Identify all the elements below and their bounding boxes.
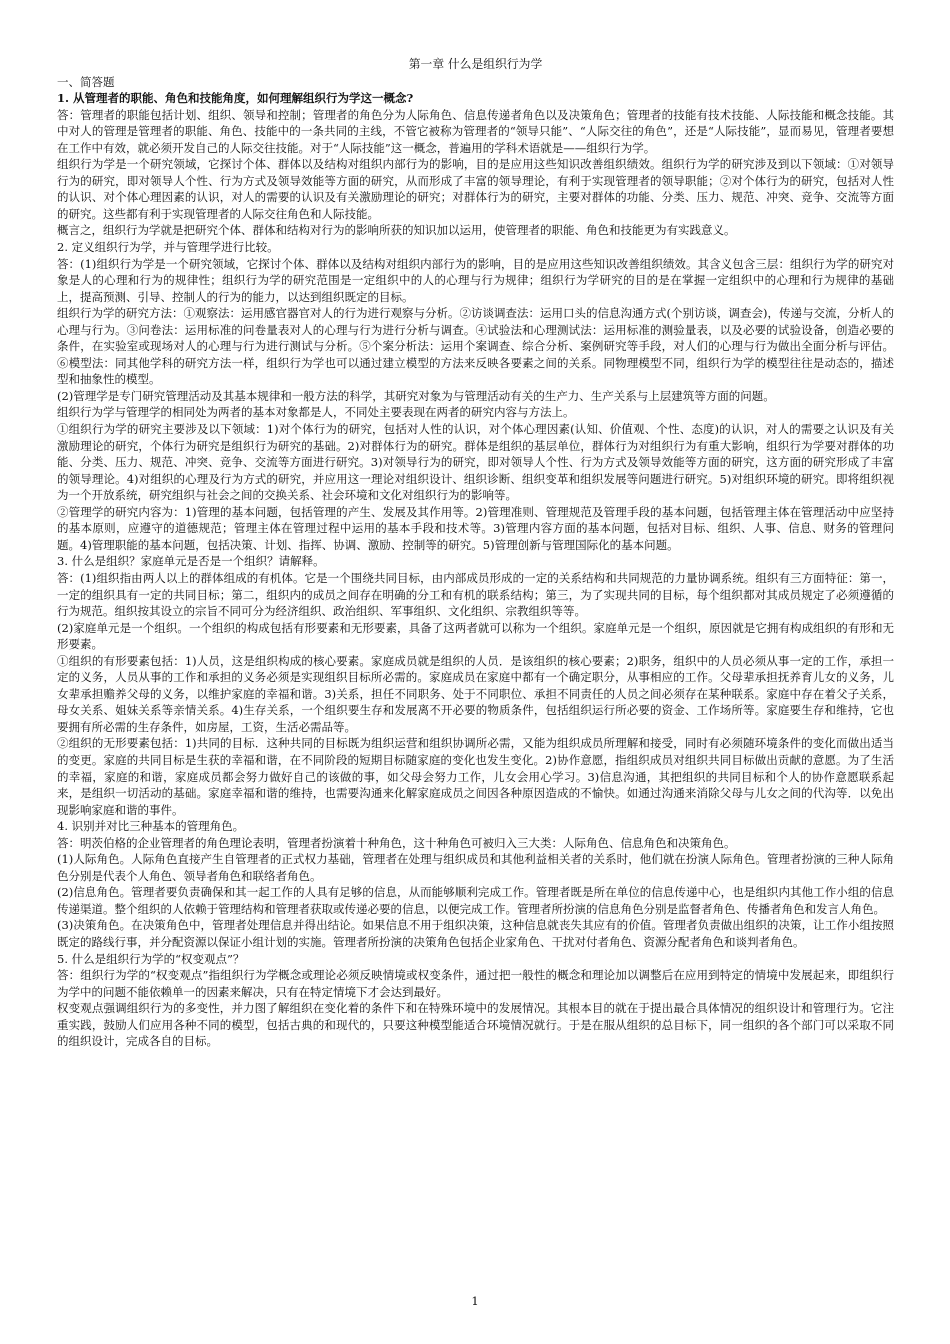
paragraph: 组织行为学的研究方法：①观察法：运用感官器官对人的行为进行观察与分析。②访谈调查法：运用口头的信息沟通方式(个别访谈，调查会)，传递与交流，分析人的心理与行为。③问卷法：运用标准的问卷量表对人的心理与行为进行分析与调查。④试验法和心理测试法：运用标准的测验量表，以及必要的试验设备，创造必要的条件，在实验室或现场对人的心理与行为进行测试与分析。⑤个案分析法：运用个案调查、综合分析、案例研究等手段，对人们的心理与行为做出全面分析与评估。⑥模型法：同其他学科的研究方法一样，组织行为学也可以通过建立模型的方法来反映各要素之间的关系。同物理模型不同，组织行为学的模型往往是动态的，描述型和抽象性的模型。 [57, 306, 894, 387]
question-3: 3. 什么是组织？家庭单元是否是一个组织？请解释。 [57, 554, 325, 569]
paragraph: 答：(1)组织行为学是一个研究领域，它探讨个体、群体以及结构对组织内部行为的影响，目的是应用这些知识改善组织绩效。其含义包含三层：组织行为学的研究对象是人的心理和行为的规律性；组织行为学的研究范围是一定组织中的人的心理与行为规律；组织行为学研究的目的是在掌握一定组织中的心理和行为规律的基础上，提高预测、引导、控制人的行为的能力，以达到组织既定的目标。 [57, 256, 894, 304]
paragraph: ②管理学的研究内容为：1)管理的基本问题，包括管理的产生、发展及其作用等。2)管理准则、管理规范及管理手段的基本问题，包括管理主体在管理活动中应坚持的基本原则，应遵守的道德规范；管理主体在管理过程中运用的基本手段和技术等。3)管理内容方面的基本问题，包括对目标、组织、人事、信息、财务的管理问题。4)管理职能的基本问题，包括决策、计划、指挥、协调、激励、控制等的研究。5)管理创新与管理国际化的基本问题。 [57, 504, 894, 552]
question-2: 2. 定义组织行为学，并与管理学进行比较。 [57, 240, 279, 255]
paragraph: 答：管理者的职能包括计划、组织、领导和控制；管理者的角色分为人际角色、信息传递者角色以及决策角色；管理者的技能有技术技能、人际技能和概念技能。其中对人的管理是管理者的职能、角色、技能中的一条共同的主线，不管它被称为管理者的“领导只能”、“人际交往的角色”，还是“人际技能”，显而易见，管理者要想在工作中有效，就必须开发自己的人际交往技能。对于“人际技能”这一概念，普遍用的学科术语就是——组织行为学。 [57, 107, 894, 155]
paragraph: (2)信息角色。管理者要负责确保和其一起工作的人具有足够的信息，从而能够顺利完成工作。管理者既是所在单位的信息传递中心，也是组织内其他工作小组的信息传递渠道。整个组织的人依赖于管理结构和管理者获取或传递必要的信息，以便完成工作。管理者所扮演的信息角色分别是监督者角色、传播者角色和发言人角色。 [57, 885, 894, 916]
paragraph: 答：(1)组织指由两人以上的群体组成的有机体。它是一个围绕共同目标，由内部成员形成的一定的关系结构和共同规范的力量协调系统。组织有三方面特征：第一，一定的组织具有一定的共同目标；第二，组织内的成员之间存在明确的分工和有机的联系结构；第三，为了实现共同的目标，每个组织都对其成员规定了必须遵循的行为规范。组织按其设立的宗旨不同可分为经济组织、政治组织、军事组织、文化组织、宗教组织等等。 [57, 570, 894, 619]
question-4: 4. 识别并对比三种基本的管理角色。 [57, 819, 245, 834]
paragraph: ①组织的有形要素包括：1)人员，这是组织构成的核心要素。家庭成员就是组织的人员．是该组织的核心要素；2)职务，组织中的人员必须从事一定的工作，承担一定的义务，人员从事的工作和承担的义务必须是实现组织目标所必需的。家庭成员在家庭中都有一个确定职分，从事相应的工作。父母辈承担抚养育儿女的义务，儿女辈承担赡养父母的义务，以维护家庭的幸福和谐。3)关系，担任不同职务、处于不同职位、承担不同责任的人员之间必须存在某种联系。家庭中存在着父子关系，母女关系、姐妹关系等亲情关系。4)生存关系，一个组织要生存和发展离不开必要的物质条件，包括组织运行所必要的资金、工作场所等。家庭要生存和维持，它也要拥有所必需的生存条件，如房屋，工资，生活必需品等。 [57, 653, 894, 734]
paragraph: 答：组织行为学的“权变观点”指组织行为学概念或理论必须反映情境或权变条件，通过把一般性的概念和理论加以调整后在应用到特定的情境中发展起来，即组织行为学中的问题不能依赖单一的因素来解决，只有在特定情境下才会达到最好。 [57, 968, 894, 999]
section-heading: 一、简答题 [57, 74, 115, 89]
paragraph: 组织行为学与管理学的相同处为两者的基本对象都是人，不同处主要表现在两者的研究内容与方法上。 [57, 405, 575, 420]
page-number: 1 [471, 1294, 479, 1308]
paragraph: (2)家庭单元是一个组织。一个组织的构成包括有形要素和无形要素，具备了这两者就可以称为一个组织。家庭单元是一个组织，原因就是它拥有构成组织的有形和无形要素。 [57, 620, 894, 652]
paragraph: (3)决策角色。在决策角色中，管理者处理信息并得出结论。如果信息不用于组织决策，这种信息就丧失其应有的价值。管理者负责做出组织的决策，让工作小组按照既定的路线行事，并分配资源以保证小组计划的实施。管理者所扮演的决策角色包括企业家角色、干扰对付者角色、资源分配者角色和谈判者角色。 [57, 918, 894, 949]
paragraph: 权变观点强调组织行为的多变性，并力图了解组织在变化着的条件下和在特殊环境中的发展情况。其根本目的就在于提出最合具体情况的组织设计和管理行为。它注重实践，鼓励人们应用各种不同的模型，包括古典的和现代的，只要这种模型能适合环境情况就行。于是在服从组织的总目标下，同一组织的各个部门可以采取不同的组织设计，完成各自的目标。 [57, 1001, 894, 1049]
paragraph: ②组织的无形要素包括：1)共同的目标．这种共同的目标既为组织运营和组织协调所必需，又能为组织成员所理解和接受，同时有必须随环境条件的变化而做出适当的变更。家庭的共同目标是生获的幸福和谐，在不同阶段的短期目标随家庭的变化也发生变化。2)协作意愿，指组织成员对组织共同目标做出贡献的意愿。为了生活的幸福，家庭的和谐，家庭成员都会努力做好自己的该做的事，如父母会努力工作，儿女会用心学习。3)信息沟通，其把组织的共同目标和个人的协作意愿联系起来，是组织一切活动的基础。家庭幸福和谐的维持，也需要沟通来化解家庭成员之间因各种原因造成的不愉快。如通过沟通来消除父母与儿女之间的代沟等．以免出现影响家庭和谐的事件。 [57, 736, 894, 817]
paragraph: (1)人际角色。人际角色直接产生自管理者的正式权力基础，管理者在处理与组织成员和其他利益相关者的关系时，他们就在扮演人际角色。管理者扮演的三种人际角色分别是代表个人角色、领导者角色和联络者角色。 [57, 852, 894, 883]
question-5: 5. 什么是组织行为学的“权变观点”？ [57, 951, 245, 966]
chapter-title: 第一章 什么是组织行为学 [408, 57, 543, 71]
paragraph: ①组织行为学的研究主要涉及以下领域：1)对个体行为的研究，包括对人性的认识，对个体心理因素(认知、价值观、个性、态度)的认识，对人的需要之认识及有关激励理论的研究，个体行为研究是组织行为研究的基础。2)对群体行为的研究。群体是组织的基层单位，群体行为对组织行为有重大影响，组织行为学要对群体的功能、分类、压力、规范、冲突、竞争、交流等方面进行研究。3)对领导行为的研究，即对领导人个性、行为方式及领导效能等方面的研究，这方面的研究形成了丰富的领导理论。4)对组织的心理及行为方式的研究，并应用这一理论对组织设计、组织诊断、组织变革和组织发展等问题进行研究。5)对组织环境的研究。即将组织视为一个开放系统，研究组织与社会之间的交换关系、社会环境和文化对组织行为的影响等。 [57, 422, 894, 503]
paragraph: (2)管理学是专门研究管理活动及其基本规律和一般方法的科学，其研究对象为与管理活动有关的生产力、生产关系与上层建筑等方面的问题。 [57, 388, 775, 403]
paragraph: 答：明茨伯格的企业管理者的角色理论表明，管理者扮演着十种角色，这十种角色可被归入三大类：人际角色、信息角色和决策角色。 [57, 835, 736, 850]
question-1: 1. 从管理者的职能、角色和技能角度，如何理解组织行为学这一概念? [57, 91, 414, 106]
paragraph: 组织行为学是一个研究领域，它探讨个体、群体以及结构对组织内部行为的影响，目的是应用这些知识改善组织绩效。组织行为学的研究涉及到以下领域：①对领导行为的研究，即对领导人个性、行为方式及领导效能等方面的研究，从而形成了丰富的领导理论，有利于实现管理者的领导职能；②对个体行为的研究，包括对人性的认识、对个体心理因素的认识，对人的需要的认识及有关激励理论的研究；对群体行为的研究，主要对群体的功能、分类、压力、规范、冲突、竞争、交流等方面的研究。这些都有利于实现管理者的人际交往角色和人际技能。 [57, 157, 894, 221]
paragraph: 概言之，组织行为学就是把研究个体、群体和结构对行为的影响所获的知识加以运用，使管理者的职能、角色和技能更为有实践意义。 [57, 223, 736, 238]
